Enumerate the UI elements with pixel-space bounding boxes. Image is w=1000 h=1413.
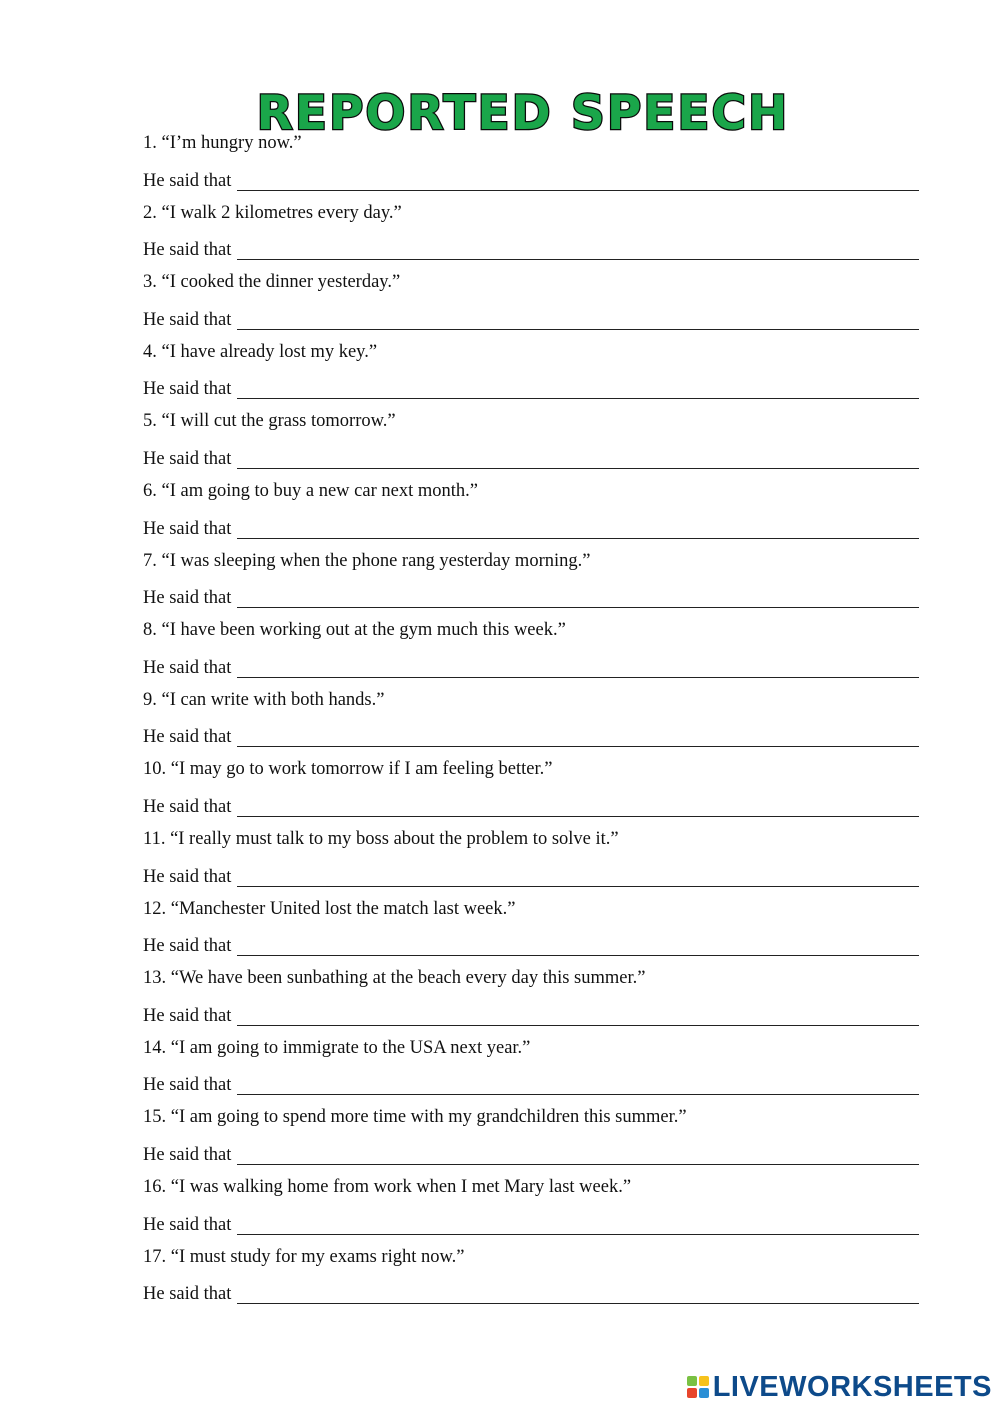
- answer-prefix: He said that: [143, 448, 232, 469]
- question-text: 3. “I cooked the dinner yesterday.”: [143, 272, 401, 293]
- answer-prefix: He said that: [143, 657, 232, 678]
- answer-row: [143, 300, 919, 335]
- exercise-item: [143, 265, 919, 335]
- answer-input[interactable]: [237, 328, 919, 330]
- answer-input[interactable]: [237, 606, 919, 608]
- answer-row: [143, 161, 919, 196]
- answer-row: [143, 1066, 919, 1101]
- exercise-item: [143, 613, 919, 683]
- logo-square-blue: [699, 1388, 709, 1398]
- answer-row: [143, 927, 919, 962]
- question-text: 9. “I can write with both hands.”: [143, 689, 385, 710]
- exercise-item: [143, 1170, 919, 1240]
- question-text: 8. “I have been working out at the gym much this week.”: [143, 620, 566, 641]
- answer-prefix: He said that: [143, 936, 232, 957]
- question-text: 17. “I must study for my exams right now.”: [143, 1246, 465, 1267]
- answer-input[interactable]: [237, 1093, 919, 1095]
- answer-row: [143, 996, 919, 1031]
- liveworksheets-logo-icon: [687, 1376, 709, 1398]
- exercise-item: [143, 683, 919, 753]
- answer-prefix: He said that: [143, 727, 232, 748]
- answer-input[interactable]: [237, 189, 919, 191]
- answer-prefix: He said that: [143, 379, 232, 400]
- answer-input[interactable]: [237, 954, 919, 956]
- answer-input[interactable]: [237, 1163, 919, 1165]
- exercise-list: [143, 126, 919, 1309]
- answer-prefix: He said that: [143, 1214, 232, 1235]
- exercise-item: [143, 961, 919, 1031]
- logo-square-red: [687, 1388, 697, 1398]
- exercise-item: [143, 822, 919, 892]
- answer-input[interactable]: [237, 1024, 919, 1026]
- exercise-item: [143, 1100, 919, 1170]
- answer-row: [143, 231, 919, 266]
- answer-row: [143, 648, 919, 683]
- logo-square-yellow: [699, 1376, 709, 1386]
- answer-row: [143, 1205, 919, 1240]
- answer-row: [143, 787, 919, 822]
- answer-prefix: He said that: [143, 170, 232, 191]
- answer-input[interactable]: [237, 745, 919, 747]
- exercise-item: [143, 752, 919, 822]
- answer-input[interactable]: [237, 676, 919, 678]
- exercise-item: [143, 892, 919, 962]
- exercise-item: [143, 1240, 919, 1310]
- answer-row: [143, 1135, 919, 1170]
- answer-row: [143, 718, 919, 753]
- answer-input[interactable]: [237, 815, 919, 817]
- question-text: 6. “I am going to buy a new car next month.”: [143, 480, 478, 501]
- question-text: 7. “I was sleeping when the phone rang yesterday morning.”: [143, 550, 591, 571]
- answer-row: [143, 370, 919, 405]
- exercise-item: [143, 474, 919, 544]
- answer-prefix: He said that: [143, 309, 232, 330]
- question-text: 14. “I am going to immigrate to the USA next year.”: [143, 1037, 531, 1058]
- question-text: 4. “I have already lost my key.”: [143, 341, 378, 362]
- logo-square-green: [687, 1376, 697, 1386]
- answer-input[interactable]: [237, 1233, 919, 1235]
- question-text: 13. “We have been sunbathing at the beach every day this summer.”: [143, 968, 646, 989]
- answer-prefix: He said that: [143, 518, 232, 539]
- answer-prefix: He said that: [143, 866, 232, 887]
- question-text: 2. “I walk 2 kilometres every day.”: [143, 202, 402, 223]
- page-title: REPORTED SPEECH: [256, 86, 790, 141]
- brand-name: LIVEWORKSHEETS: [712, 1370, 992, 1403]
- exercise-item: [143, 1031, 919, 1101]
- answer-prefix: He said that: [143, 1005, 232, 1026]
- exercise-item: [143, 335, 919, 405]
- brand-watermark: [687, 1367, 992, 1407]
- answer-row: [143, 857, 919, 892]
- answer-row: [143, 1275, 919, 1310]
- question-text: 11. “I really must talk to my boss about the problem to solve it.”: [143, 828, 619, 849]
- answer-prefix: He said that: [143, 588, 232, 609]
- answer-prefix: He said that: [143, 1075, 232, 1096]
- answer-prefix: He said that: [143, 1144, 232, 1165]
- answer-row: [143, 439, 919, 474]
- answer-input[interactable]: [237, 1302, 919, 1304]
- answer-prefix: He said that: [143, 240, 232, 261]
- question-text: 15. “I am going to spend more time with my grandchildren this summer.”: [143, 1107, 687, 1128]
- question-text: 12. “Manchester United lost the match last week.”: [143, 898, 516, 919]
- answer-prefix: He said that: [143, 1284, 232, 1305]
- question-text: 10. “I may go to work tomorrow if I am feeling better.”: [143, 759, 553, 780]
- answer-input[interactable]: [237, 397, 919, 399]
- question-text: 5. “I will cut the grass tomorrow.”: [143, 411, 396, 432]
- answer-row: [143, 509, 919, 544]
- answer-input[interactable]: [237, 885, 919, 887]
- exercise-item: [143, 544, 919, 614]
- answer-input[interactable]: [237, 467, 919, 469]
- question-text: 1. “I’m hungry now.”: [143, 133, 302, 153]
- exercise-item: [143, 196, 919, 266]
- question-text: 16. “I was walking home from work when I met Mary last week.”: [143, 1176, 632, 1197]
- answer-row: [143, 579, 919, 614]
- exercise-item: [143, 126, 919, 196]
- answer-input[interactable]: [237, 258, 919, 260]
- exercise-item: [143, 404, 919, 474]
- answer-input[interactable]: [237, 537, 919, 539]
- answer-prefix: He said that: [143, 796, 232, 817]
